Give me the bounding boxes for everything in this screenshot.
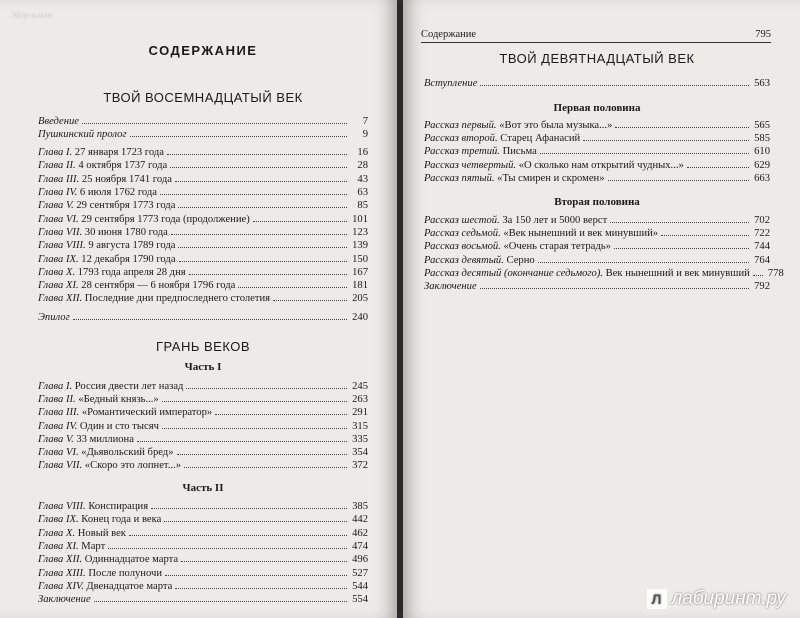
toc-entry-label	[38, 186, 157, 199]
toc-entry-page: 150	[352, 253, 368, 265]
toc-entry	[38, 159, 368, 172]
toc-entry-designation: Рассказ второй.	[424, 133, 498, 145]
toc-entry-designation: Глава X.	[38, 527, 76, 539]
toc-entry-page: 7	[362, 115, 368, 127]
toc-entry-page: 778	[767, 267, 784, 279]
toc-group	[424, 214, 784, 294]
toc-entry-page: 181	[352, 280, 368, 292]
first-half-title: Первая половина	[553, 101, 641, 114]
toc-entry-label	[38, 159, 167, 172]
book-title-19th-century: ТВОЙ ДЕВЯТНАДЦАТЫЙ ВЕК	[499, 51, 695, 66]
dot-leader	[167, 153, 347, 155]
toc-entry-title: 30 июня 1780 года	[82, 226, 168, 238]
toc-entry	[38, 146, 368, 159]
toc-entry-label	[424, 214, 607, 227]
toc-entry-page: 263	[352, 393, 368, 405]
toc-entry-designation: Глава III.	[38, 407, 80, 419]
toc-entry-label	[38, 513, 161, 526]
toc-entry-designation: Глава IX.	[38, 253, 79, 265]
toc-entry	[424, 172, 770, 185]
toc-entry-label	[38, 173, 172, 186]
toc-entry	[38, 199, 368, 212]
toc-entry-title: Россия двести лет назад	[72, 380, 184, 392]
toc-entry-title: Последние дни предпоследнего столетия	[82, 293, 271, 305]
toc-entry-label	[38, 380, 183, 393]
toc-entry-title: 12 декабря 1790 года	[78, 253, 176, 265]
toc-entry-page: 565	[754, 119, 770, 131]
toc-entry-label	[424, 132, 580, 145]
toc-entry	[424, 214, 770, 227]
toc-entry-page: 563	[754, 78, 770, 90]
toc-entry-page: 139	[352, 240, 368, 252]
dot-leader	[238, 286, 347, 288]
toc-entry-title: 25 ноября 1741 года	[79, 173, 172, 185]
toc-entry-title: 1793 года апреля 28 дня	[75, 266, 186, 278]
dot-leader	[108, 547, 347, 549]
dot-leader	[615, 126, 749, 128]
toc-entry-designation: Глава IX.	[38, 514, 79, 526]
toc-entry-page: 28	[357, 160, 368, 172]
toc-entry-designation: Глава VII.	[38, 460, 83, 472]
bleed-through-header: Эйдельман	[10, 10, 53, 20]
toc-entry-designation: Глава VI.	[38, 213, 79, 225]
toc-entry-designation: Глава XII.	[38, 293, 83, 305]
toc-entry-page: 554	[352, 594, 368, 606]
toc-entry	[38, 213, 368, 226]
running-head-title: Содержание	[421, 29, 477, 40]
toc-entry-designation: Глава XI.	[38, 540, 79, 552]
toc-entry-label	[38, 420, 159, 433]
toc-entry-label	[38, 393, 159, 406]
toc-entry-designation: Глава III.	[38, 173, 80, 185]
toc-entry-label	[38, 500, 148, 513]
page-number: 795	[755, 29, 771, 40]
toc-entry-label	[38, 446, 174, 459]
toc-entry	[424, 119, 770, 132]
toc-entry-designation: Введение	[38, 115, 79, 127]
toc-entry-page: 385	[352, 501, 368, 513]
toc-entry-page: 462	[352, 527, 368, 539]
toc-entry-page: 527	[352, 567, 368, 579]
toc-entry-title: 33 миллиона	[73, 433, 134, 445]
dot-leader	[171, 233, 347, 235]
toc-entry-title: 9 августа 1789 года	[85, 240, 176, 252]
dot-leader	[82, 122, 347, 124]
dot-leader	[610, 221, 749, 223]
toc-entry	[424, 77, 770, 90]
running-header	[421, 29, 771, 43]
toc-entry-page: 291	[352, 407, 368, 419]
toc-entry	[38, 406, 368, 419]
toc-entry-label	[38, 226, 168, 239]
toc-entry-designation: Глава V.	[38, 200, 74, 212]
toc-entry-label	[38, 128, 127, 141]
toc-entry-designation: Глава II.	[38, 160, 76, 172]
dot-leader	[137, 440, 347, 442]
toc-entry-label	[424, 280, 477, 293]
toc-entry-designation: Вступление	[424, 78, 478, 90]
toc-entry-label	[38, 239, 175, 252]
toc-entry-label	[424, 77, 477, 90]
toc-entry-designation: Глава XII.	[38, 554, 83, 566]
toc-entry-title: «Вот это была музыка...»	[496, 119, 613, 131]
toc-entry-designation: Эпилог	[38, 311, 70, 323]
toc-entry-designation: Рассказ третий.	[424, 146, 500, 158]
left-page	[0, 0, 397, 618]
toc-entry-title: Серно	[503, 254, 535, 266]
toc-entry	[38, 567, 368, 580]
toc-entry	[424, 145, 770, 158]
dot-leader	[186, 387, 347, 389]
toc-entry-title: Один и сто тысяч	[77, 420, 159, 432]
toc-entry-title: За 150 лет и 5000 верст	[499, 214, 608, 226]
toc-entry-designation: Глава XIV.	[38, 580, 84, 592]
toc-entry-title: Конспирация	[85, 501, 149, 513]
toc-entry-designation: Глава XI.	[38, 280, 79, 292]
toc-entry-label	[424, 267, 750, 280]
toc-entry-page: 585	[754, 133, 770, 145]
toc-entry	[38, 380, 368, 393]
toc-entry-title: «Бедный князь...»	[75, 393, 159, 405]
toc-entry	[424, 267, 784, 280]
book-title-turn-of-centuries: ГРАНЬ ВЕКОВ	[155, 339, 251, 355]
second-half-title: Вторая половина	[554, 196, 640, 209]
toc-group	[38, 380, 368, 473]
toc-entry-designation: Глава IV.	[38, 420, 78, 432]
dot-leader	[614, 247, 749, 249]
dot-leader	[178, 206, 347, 208]
toc-entry-page: 629	[754, 159, 770, 171]
toc-entry-label	[38, 406, 212, 419]
toc-entry-title: «Романтический император»	[79, 407, 213, 419]
toc-entry-page: 335	[352, 433, 368, 445]
dot-leader	[175, 180, 347, 182]
toc-entry	[38, 292, 368, 305]
dot-leader	[162, 400, 347, 402]
toc-entry	[38, 128, 368, 141]
toc-entry-label	[38, 593, 91, 606]
toc-entry	[38, 433, 368, 446]
toc-entry	[38, 446, 368, 459]
toc-entry-label	[38, 553, 178, 566]
dot-leader	[583, 139, 749, 141]
toc-entry-title: Письма	[499, 146, 537, 158]
toc-group	[424, 119, 770, 185]
toc-entry-title: 27 января 1723 года	[72, 147, 164, 159]
toc-entry-page: 496	[352, 554, 368, 566]
dot-leader	[540, 152, 749, 154]
toc-entry-designation: Глава VII.	[38, 226, 83, 238]
toc-entry-designation: Пушкинский пролог	[38, 128, 127, 140]
dot-leader	[164, 520, 347, 522]
toc-entry	[38, 239, 368, 252]
toc-entry-designation: Глава X.	[38, 266, 76, 278]
toc-entry-designation: Глава II.	[38, 393, 76, 405]
toc-entry-page: 442	[352, 514, 368, 526]
toc-entry-page: 167	[352, 266, 368, 278]
dot-leader	[162, 427, 347, 429]
toc-entry	[38, 115, 368, 128]
toc-entry	[38, 311, 368, 324]
toc-group	[38, 115, 368, 142]
toc-entry	[424, 132, 770, 145]
toc-entry-page: 9	[362, 128, 368, 140]
toc-entry-page: 85	[357, 200, 368, 212]
toc-entry-designation: Глава VIII.	[38, 501, 86, 513]
toc-entry	[38, 186, 368, 199]
toc-entry-designation: Глава I.	[38, 147, 73, 159]
toc-group	[38, 146, 368, 306]
toc-entry	[38, 173, 368, 186]
toc-entry-label	[38, 253, 176, 266]
toc-entry-label	[424, 240, 611, 253]
toc-entry-page: 205	[352, 293, 368, 305]
toc-entry	[424, 280, 770, 293]
part-2-title: Часть II	[182, 481, 224, 494]
toc-entry-page: 702	[754, 214, 770, 226]
toc-entry-designation: Рассказ четвертый.	[424, 159, 517, 171]
toc-entry-designation: Рассказ шестой.	[424, 214, 500, 226]
toc-entry	[424, 240, 770, 253]
toc-entry-page: 101	[352, 213, 368, 225]
toc-entry-designation: Рассказ восьмой.	[424, 241, 501, 253]
toc-entry	[38, 253, 368, 266]
toc-entry-page: 240	[352, 311, 368, 323]
toc-entry-title: «Век нынешний и век минувший»	[500, 227, 659, 239]
toc-entry	[38, 279, 368, 292]
dot-leader	[253, 220, 347, 222]
toc-entry-label	[38, 115, 79, 128]
dot-leader	[184, 466, 347, 468]
toc-group	[38, 311, 368, 324]
toc-entry-label	[424, 119, 612, 132]
toc-entry-label	[38, 311, 70, 324]
dot-leader	[215, 413, 347, 415]
book-title-18th-century: ТВОЙ ВОСЕМНАДЦАТЫЙ ВЕК	[103, 90, 303, 106]
toc-entry-title: 29 сентября 1773 года	[73, 200, 176, 212]
toc-entry-label	[424, 172, 605, 185]
toc-entry-label	[38, 146, 164, 159]
toc-entry-label	[38, 459, 181, 472]
toc-entry	[38, 500, 368, 513]
toc-entry-title: 29 сентября 1773 года (продолжение)	[78, 213, 250, 225]
toc-entry-page: 610	[754, 146, 770, 158]
dot-leader	[165, 574, 347, 576]
labirint-logo-icon: Л	[647, 589, 667, 609]
toc-entry-label	[38, 266, 186, 279]
toc-entry-label	[38, 567, 162, 580]
toc-entry-title: После полуночи	[85, 567, 162, 579]
toc-entry	[38, 393, 368, 406]
dot-leader	[130, 135, 347, 137]
toc-entry-label	[424, 227, 658, 240]
dot-leader	[160, 193, 347, 195]
toc-entry-designation: Заключение	[38, 594, 91, 606]
dot-leader	[170, 166, 347, 168]
toc-entry-title: Новый век	[75, 527, 126, 539]
toc-entry-page: 792	[754, 281, 770, 293]
toc-entry-title: 6 июля 1762 года	[77, 187, 157, 199]
toc-entry-title: 4 октября 1737 года	[75, 160, 168, 172]
dot-leader	[179, 260, 347, 262]
toc-entry	[38, 459, 368, 472]
toc-group	[424, 77, 770, 90]
toc-entry-designation: Рассказ десятый (окончание седьмого).	[424, 267, 604, 279]
toc-entry-label	[38, 292, 270, 305]
toc-entry-title: Старец Афанасий	[497, 133, 581, 145]
dot-leader	[687, 166, 749, 168]
toc-entry	[38, 420, 368, 433]
toc-entry-designation: Рассказ девятый.	[424, 254, 504, 266]
toc-entry-title: Одиннадцатое марта	[82, 554, 179, 566]
toc-entry-page: 315	[352, 420, 368, 432]
dot-leader	[177, 453, 348, 455]
toc-entry-page: 245	[352, 380, 368, 392]
toc-entry-designation: Глава IV.	[38, 187, 78, 199]
toc-entry-designation: Заключение	[424, 281, 477, 293]
toc-entry-title: «Очень старая тетрадь»	[500, 241, 611, 253]
dot-leader	[480, 287, 749, 289]
dot-leader	[73, 318, 347, 320]
toc-entry-page: 16	[357, 147, 368, 159]
dot-leader	[178, 246, 347, 248]
toc-entry-title: Март	[78, 540, 106, 552]
toc-entry-title: Двенадцатое марта	[83, 580, 173, 592]
toc-entry-label	[38, 199, 175, 212]
dot-leader	[273, 299, 347, 301]
dot-leader	[175, 587, 347, 589]
toc-entry-label	[424, 145, 537, 158]
toc-entry	[38, 226, 368, 239]
dot-leader	[753, 274, 763, 276]
toc-entry-page: 722	[754, 227, 770, 239]
toc-entry-title: «Дьявольский бред»	[78, 447, 174, 459]
toc-entry-label	[424, 254, 535, 267]
toc-entry-title: 28 сентября — 6 ноября 1796 года	[78, 280, 236, 292]
dot-leader	[189, 273, 347, 275]
toc-entry-page: 43	[357, 173, 368, 185]
toc-entry-title: Конец года и века	[78, 514, 162, 526]
toc-entry-page: 474	[352, 540, 368, 552]
toc-entry	[38, 580, 368, 593]
contents-title: СОДЕРЖАНИЕ	[148, 43, 258, 58]
toc-entry-label	[38, 580, 172, 593]
toc-entry	[38, 593, 368, 606]
dot-leader	[538, 261, 749, 263]
toc-entry-label	[38, 527, 126, 540]
toc-entry-designation: Глава VIII.	[38, 240, 86, 252]
toc-entry-page: 744	[754, 241, 770, 253]
toc-entry-label	[38, 213, 250, 226]
toc-entry-title: «Скоро это лопнет...»	[82, 460, 181, 472]
toc-entry-page: 123	[352, 226, 368, 238]
toc-entry	[38, 553, 368, 566]
toc-entry-page: 663	[754, 173, 770, 185]
toc-entry-page: 544	[352, 580, 368, 592]
toc-entry	[424, 254, 770, 267]
toc-entry-designation: Глава XIII.	[38, 567, 86, 579]
toc-entry-label	[424, 159, 684, 172]
toc-entry-page: 372	[352, 460, 368, 472]
toc-entry	[38, 266, 368, 279]
dot-leader	[661, 234, 749, 236]
dot-leader	[94, 600, 347, 602]
toc-entry-label	[38, 433, 134, 446]
toc-entry	[38, 513, 368, 526]
toc-entry	[38, 527, 368, 540]
toc-entry-designation: Рассказ пятый.	[424, 173, 495, 185]
toc-entry	[424, 159, 770, 172]
toc-entry-label	[38, 279, 235, 292]
toc-entry-page: 63	[357, 187, 368, 199]
dot-leader	[181, 560, 347, 562]
toc-entry-designation: Глава V.	[38, 433, 74, 445]
toc-entry-designation: Глава I.	[38, 380, 73, 392]
toc-entry-title: Век нынешний и век минувший	[603, 267, 750, 279]
watermark-text: лабиринт.ру	[671, 588, 786, 609]
toc-entry-page: 354	[352, 447, 368, 459]
dot-leader	[151, 507, 347, 509]
toc-entry-designation: Рассказ первый.	[424, 119, 497, 131]
toc-entry-designation: Рассказ седьмой.	[424, 227, 501, 239]
right-toc	[424, 51, 784, 293]
toc-entry	[424, 227, 770, 240]
toc-entry	[38, 540, 368, 553]
toc-entry-page: 764	[754, 254, 770, 266]
labirint-watermark	[647, 588, 786, 610]
dot-leader	[608, 179, 749, 181]
toc-entry-title: «Ты смирен и скромен»	[494, 173, 605, 185]
toc-entry-designation: Глава VI.	[38, 447, 79, 459]
dot-leader	[480, 84, 749, 86]
toc-group	[38, 500, 368, 606]
dot-leader	[129, 534, 347, 536]
left-toc	[38, 44, 368, 606]
toc-entry-label	[38, 540, 105, 553]
part-1-title: Часть I	[184, 361, 222, 374]
toc-entry-title: «О сколько нам открытий чудных...»	[516, 159, 684, 171]
